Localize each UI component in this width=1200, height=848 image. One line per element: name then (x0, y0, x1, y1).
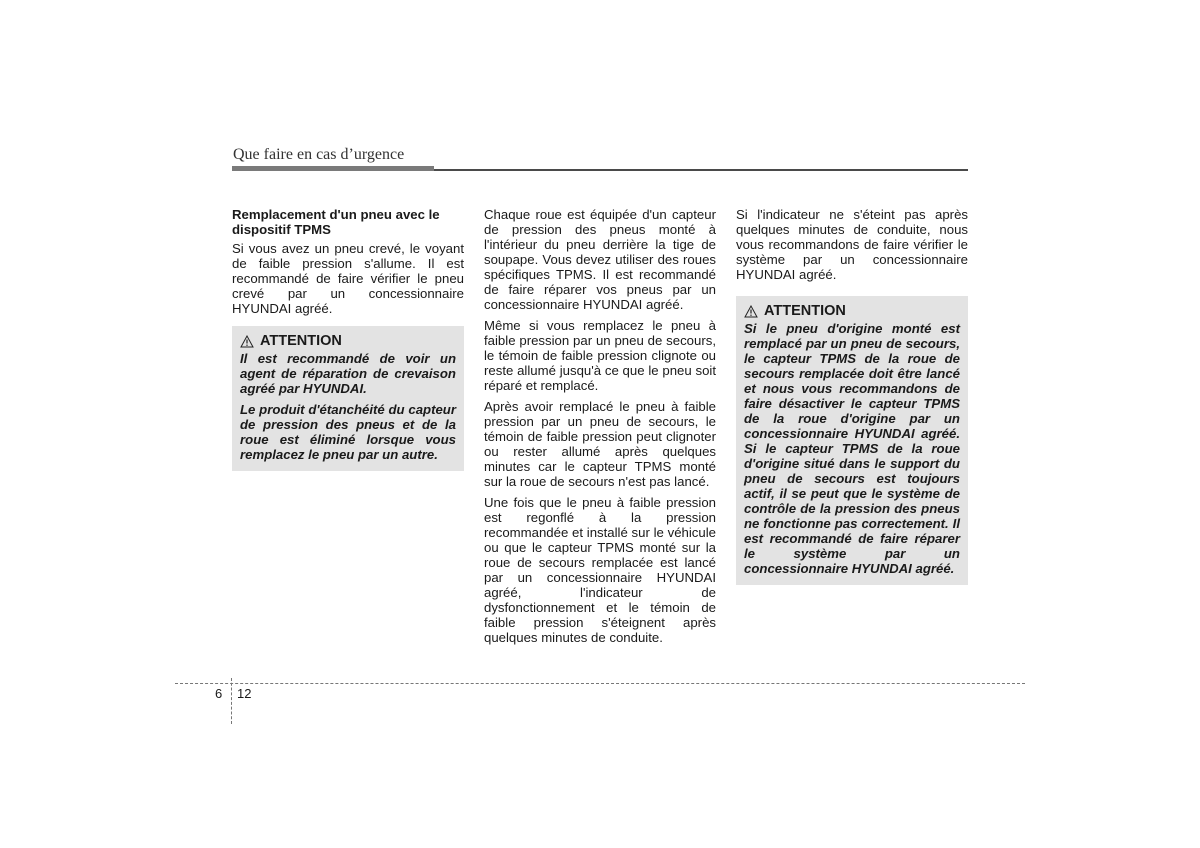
column-3 (736, 207, 968, 585)
attention-header (240, 334, 456, 349)
attention-header (744, 304, 960, 319)
warning-triangle-icon (240, 335, 254, 348)
page-number: 12 (237, 686, 252, 701)
attention-text: Il est recommandé de voir un agent de réparation de crevaison agréé par HYUNDAI. (240, 351, 456, 396)
column-2 (484, 207, 716, 651)
paragraph: Si vous avez un pneu crevé, le voyant de faible pression s'allume. Il est recommandé de faire vérifier le pneu crevé par un concessionnaire HYUNDAI agréé. (232, 241, 464, 316)
page-header-title: Que faire en cas d’urgence (233, 146, 405, 163)
attention-text: Le produit d'étanchéité du capteur de pression des pneus et de la roue est éliminé lorsque vous remplacez le pneu par un autre. (240, 402, 456, 462)
attention-box (232, 326, 464, 471)
attention-box (736, 296, 968, 585)
paragraph: Après avoir remplacé le pneu à faible pression par un pneu de secours, le témoin de faible pression peut clignoter ou rester allumé après quelques minutes car le capteur TPMS monté sur la roue de secours n'est pas lancé. (484, 399, 716, 489)
header-rule-thick (232, 166, 434, 171)
header-rule-thin (434, 169, 968, 171)
attention-label: ATTENTION (764, 303, 846, 319)
column-1 (232, 207, 464, 471)
footer-vertical-rule (231, 678, 232, 724)
attention-text: Si le pneu d'origine monté est remplacé par un pneu de secours, le capteur TPMS de la roue de secours remplacée doit être lancé et nous vous recommandons de faire désactiver le capteur TPMS de la roue d'origine par un concessionnaire HYUNDAI agréé. Si le capteur TPMS de la roue d'origine situé dans le support du pneu de secours est toujours actif, il se peut que le système de contrôle de la pression des pneus ne fonctionne pas correctement. Il est recommandé de faire réparer le système par un concessionnaire HYUNDAI agréé. (744, 321, 960, 576)
paragraph: Si l'indicateur ne s'éteint pas après quelques minutes de conduite, nous vous recommandons de faire vérifier le système par un concessionnaire HYUNDAI agréé. (736, 207, 968, 282)
footer-dashed-rule (175, 683, 1025, 684)
attention-label: ATTENTION (260, 333, 342, 349)
chapter-number: 6 (215, 686, 223, 701)
section-title: Remplacement d'un pneu avec le dispositif TPMS (232, 207, 440, 237)
paragraph: Chaque roue est équipée d'un capteur de pression des pneus monté à l'intérieur du pneu derrière la tige de soupape. Vous devez utiliser des roues spécifiques TPMS. Il est recommandé de faire réparer vos pneus par un concessionnaire HYUNDAI agréé. (484, 207, 716, 312)
paragraph: Même si vous remplacez le pneu à faible pression par un pneu de secours, le témoin de faible pression clignote ou reste allumé jusqu'à ce que le pneu soit réparé et remplacé. (484, 318, 716, 393)
warning-triangle-icon (744, 305, 758, 318)
paragraph: Une fois que le pneu à faible pression est regonflé à la pression recommandée et installé sur le véhicule ou que le capteur TPMS monté sur la roue de secours remplacée est lancé par un concessionnaire HYUNDAI agréé, l'indicateur de dysfonctionnement et le témoin de faible pression s'éteignent après quelques minutes de conduite. (484, 495, 716, 645)
